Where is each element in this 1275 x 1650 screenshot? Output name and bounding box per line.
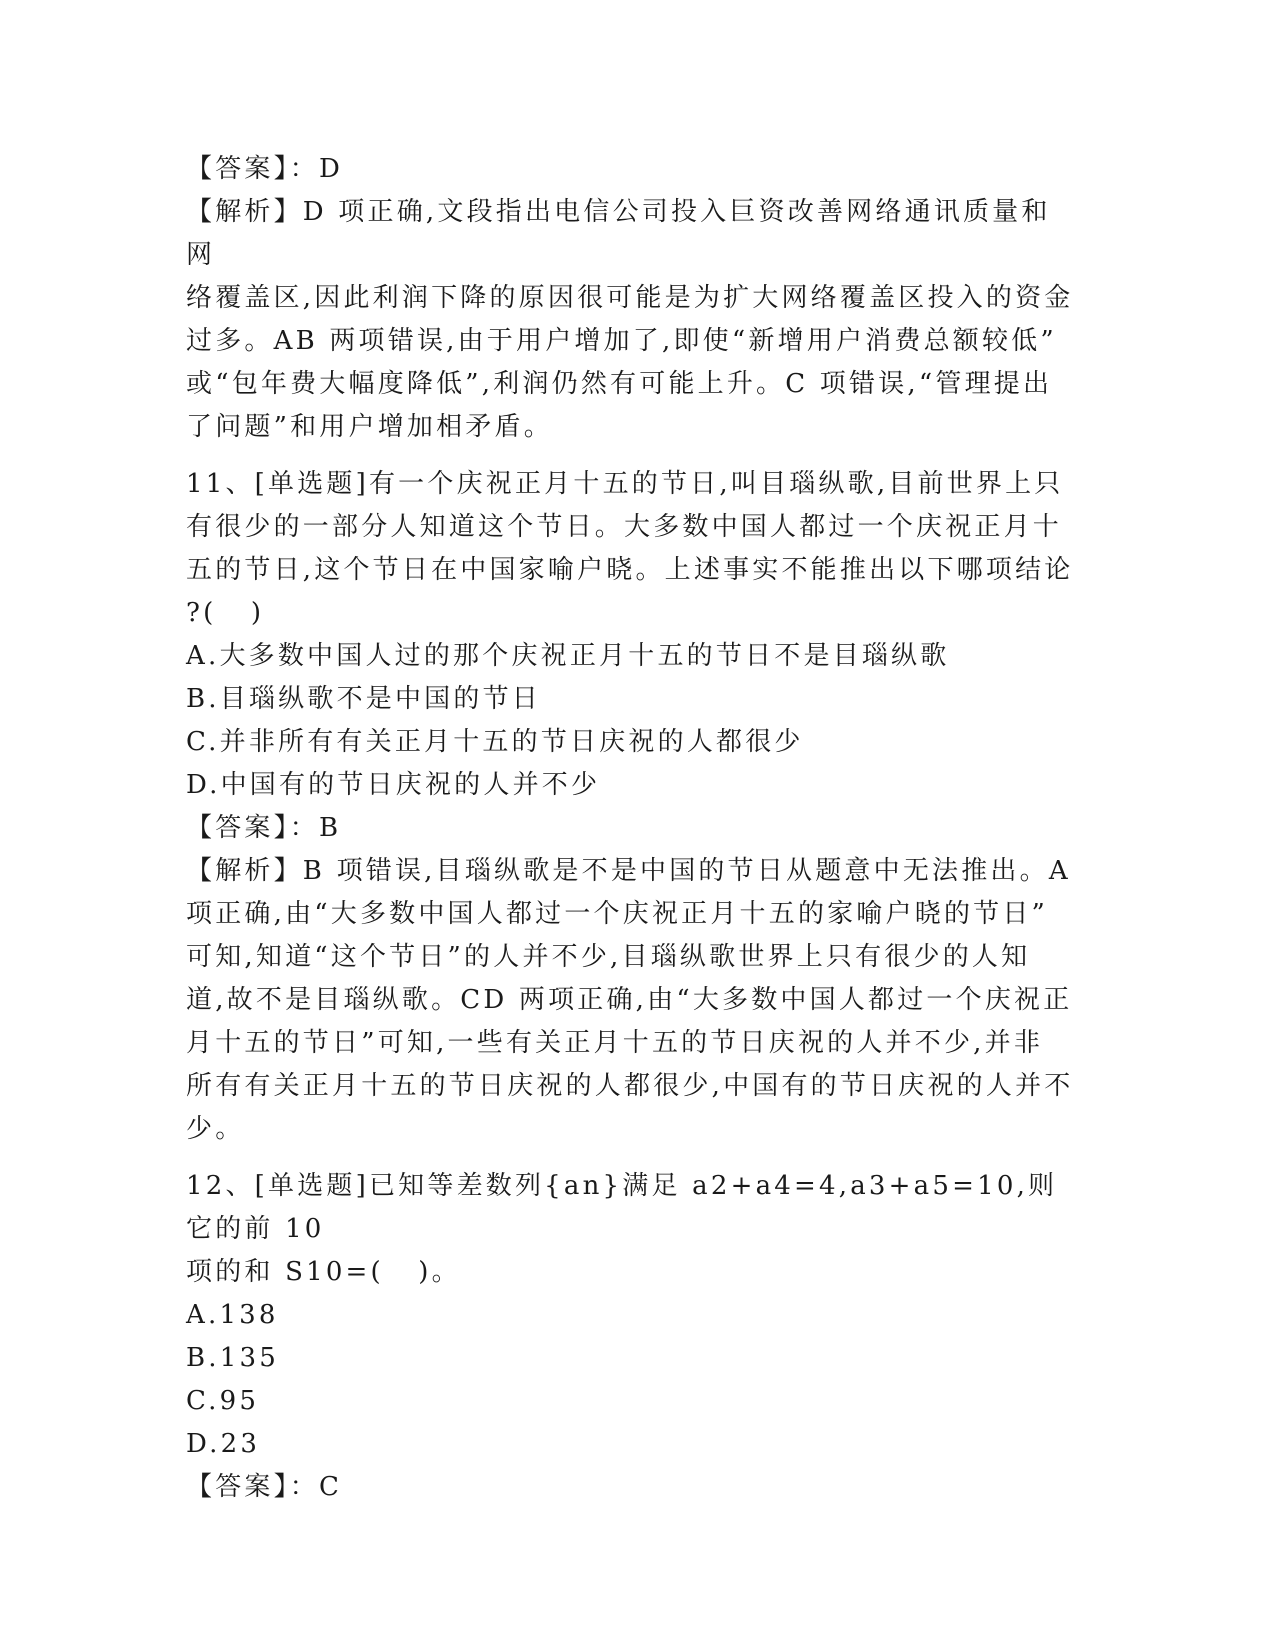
question-stem bbox=[186, 1165, 1076, 1294]
question-11 bbox=[186, 463, 1076, 1151]
option-a: A.138 bbox=[186, 1300, 279, 1330]
document-page bbox=[186, 148, 1076, 1509]
analysis-line: 【解析】D 项正确,文段指出电信公司投入巨资改善网络通讯质量和网 bbox=[186, 197, 1051, 270]
analysis-line: 可知,知道“这个节日”的人并不少,目瑙纵歌世界上只有很少的人知 bbox=[186, 942, 1031, 972]
analysis-paragraph bbox=[186, 850, 1076, 1151]
analysis-line: 项正确,由“大多数中国人都过一个庆祝正月十五的家喻户晓的节日” bbox=[186, 899, 1049, 929]
analysis-paragraph bbox=[186, 191, 1076, 449]
question-12 bbox=[186, 1165, 1076, 1509]
option-d: D.23 bbox=[186, 1429, 261, 1459]
option-b: B.目瑙纵歌不是中国的节日 bbox=[186, 684, 541, 714]
option-b: B.135 bbox=[186, 1343, 279, 1373]
question-stem bbox=[186, 463, 1076, 635]
option-c: C.并非所有有关正月十五的节日庆祝的人都很少 bbox=[186, 727, 804, 757]
option-d: D.中国有的节日庆祝的人并不少 bbox=[186, 770, 601, 800]
analysis-line: 或“包年费大幅度降低”,利润仍然有可能上升。C 项错误,“管理提出 bbox=[186, 369, 1053, 399]
analysis-line: 了问题”和用户增加相矛盾。 bbox=[186, 412, 553, 442]
stem-line: ?( ) bbox=[186, 598, 265, 628]
analysis-line: 络覆盖区,因此利润下降的原因很可能是为扩大网络覆盖区投入的资金 bbox=[186, 283, 1074, 313]
stem-line: 五的节日,这个节日在中国家喻户晓。上述事实不能推出以下哪项结论 bbox=[186, 555, 1074, 585]
stem-line: 有很少的一部分人知道这个节日。大多数中国人都过一个庆祝正月十 bbox=[186, 512, 1063, 542]
stem-line: 12、[单选题]已知等差数列{an}满足 a2+a4=4,a3+a5=10,则它的前 10 bbox=[186, 1171, 1058, 1244]
analysis-line: 过多。AB 两项错误,由于用户增加了,即使“新增用户消费总额较低” bbox=[186, 326, 1057, 356]
answer-line: 【答案】：D bbox=[186, 154, 344, 184]
option-list bbox=[186, 1294, 1076, 1466]
answer-line: 【答案】：C bbox=[186, 1472, 343, 1502]
analysis-line: 道,故不是目瑙纵歌。CD 两项正确,由“大多数中国人都过一个庆祝正 bbox=[186, 985, 1073, 1015]
analysis-line: 月十五的节日”可知,一些有关正月十五的节日庆祝的人并不少,并非 bbox=[186, 1028, 1044, 1058]
answer-line: 【答案】：B bbox=[186, 813, 342, 843]
analysis-line: 【解析】B 项错误,目瑙纵歌是不是中国的节日从题意中无法推出。A bbox=[186, 856, 1071, 886]
option-list bbox=[186, 635, 1076, 807]
stem-line: 11、[单选题]有一个庆祝正月十五的节日,叫目瑙纵歌,目前世界上只 bbox=[186, 469, 1064, 499]
option-c: C.95 bbox=[186, 1386, 260, 1416]
question-10-tail bbox=[186, 148, 1076, 449]
option-a: A.大多数中国人过的那个庆祝正月十五的节日不是目瑙纵歌 bbox=[186, 641, 950, 671]
analysis-line: 所有有关正月十五的节日庆祝的人都很少,中国有的节日庆祝的人并不 bbox=[186, 1071, 1074, 1101]
analysis-line: 少。 bbox=[186, 1114, 245, 1144]
stem-line: 项的和 S10=( )。 bbox=[186, 1257, 461, 1287]
